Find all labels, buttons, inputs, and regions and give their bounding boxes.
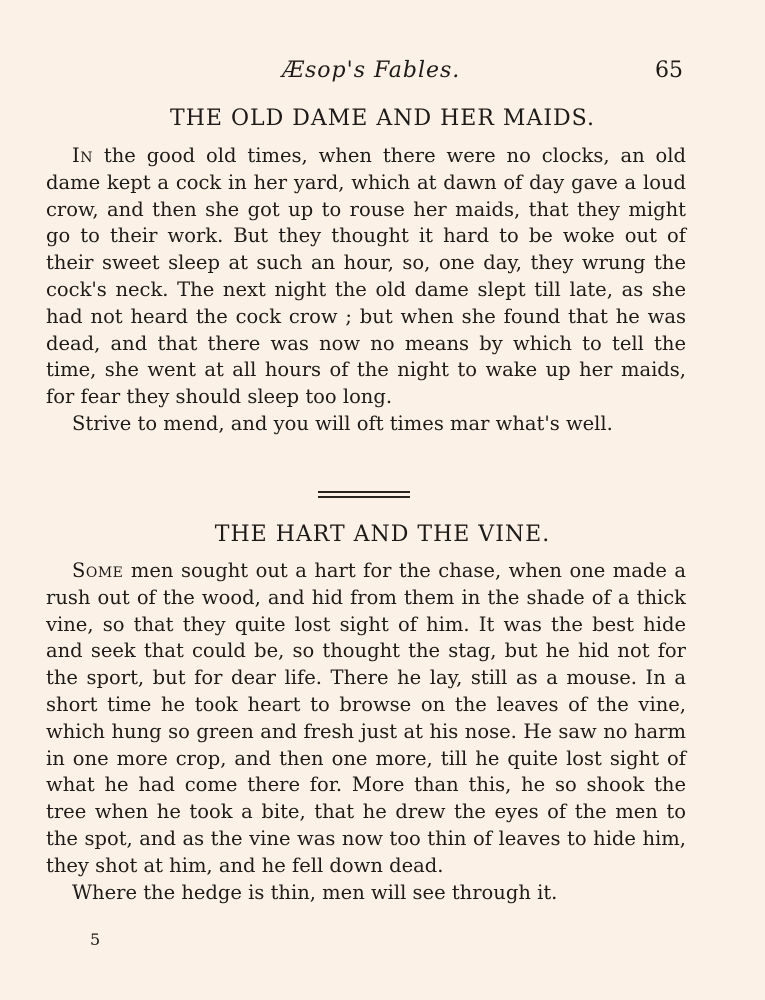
page-number: 65 [655,58,683,83]
fable-title-hart-vine: THE HART AND THE VINE. [214,522,551,547]
fable-paragraph [46,143,686,411]
fable-lead-word: Some [72,559,124,582]
fable-moral: Strive to mend, and you will oft times mar what's well. [72,411,613,435]
running-head [0,56,765,88]
fable-moral: Where the hedge is thin, men will see through it. [72,880,558,904]
fable-text: men sought out a hart for the chase, when one made a rush out of the wood, and hid from them in the shade of a thick vine, so that they quite lost sight of him. It was the best hide and seek that could be, so thought the stag, but he hid not for the sport, but for dear life. There he lay, still as a mouse. In a short time he took heart to browse on the leaves of the vine, which hung so green and fresh just at his nose. He saw no harm in one more crop, and then one more, till he quite lost sight of what he had come there for. More than this, he so shook the tree when he took a bite, that he drew the eyes of the men to the spot, and as the vine was now too thin of leaves to hide him, they shot at him, and he fell down dead. [46,559,687,877]
signature-mark: 5 [90,930,101,949]
fable-paragraph [46,558,686,880]
section-divider [318,491,410,498]
book-title: Æsop's Fables. [282,58,461,83]
fable-text: the good old times, when there were no clocks, an old dame kept a cock in her yard, which at dawn of day gave a loud crow, and then she got up to rouse her maids, that they might go to their work. But they thought it hard to be woke out of their sweet sleep at such an hour, so, one day, they wrung the cock's neck. The next night the old dame slept till late, as she had not heard the cock crow ; but when she found that he was dead, and that there was now no means by which to tell the time, she went at all hours of the night to wake up her maids, for fear they should sleep too long. [46,144,687,409]
fable-title-old-dame: THE OLD DAME AND HER MAIDS. [170,106,595,131]
fable-body-old-dame [46,143,686,438]
fable-lead-word: In [72,144,93,167]
fable-body-hart-vine [46,558,686,906]
